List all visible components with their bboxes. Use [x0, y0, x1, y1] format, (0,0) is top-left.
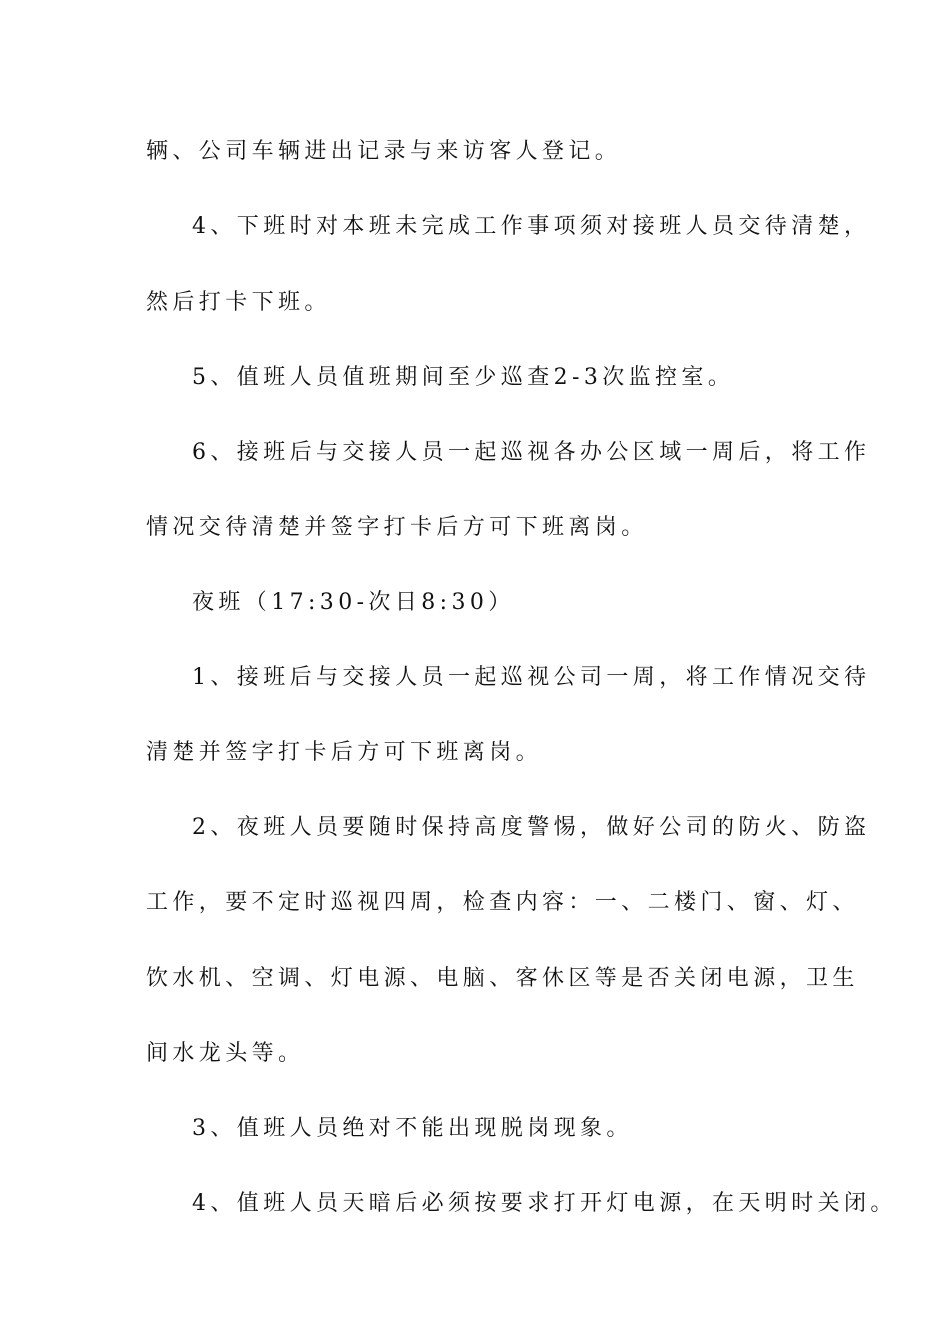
paragraph-line: 3、值班人员绝对不能出现脱岗现象。 — [192, 1116, 633, 1141]
paragraph-line: 1、接班后与交接人员一起巡视公司一周，将工作情况交待 — [192, 665, 871, 690]
paragraph-line: 6、接班后与交接人员一起巡视各办公区域一周后，将工作 — [192, 440, 871, 465]
section-heading: 夜班（17:30-次日8:30） — [192, 590, 515, 615]
paragraph-line: 4、下班时对本班未完成工作事项须对接班人员交待清楚， — [192, 214, 871, 239]
paragraph-line: 辆、公司车辆进出记录与来访客人登记。 — [146, 139, 622, 164]
paragraph-line: 间水龙头等。 — [146, 1041, 305, 1066]
paragraph-line: 清楚并签字打卡后方可下班离岗。 — [146, 740, 543, 765]
paragraph-line: 饮水机、空调、灯电源、电脑、客休区等是否关闭电源，卫生 — [146, 966, 859, 991]
paragraph-line: 工作，要不定时巡视四周，检查内容：一、二楼门、窗、灯、 — [146, 890, 859, 915]
paragraph-line: 2、夜班人员要随时保持高度警惕，做好公司的防火、防盗 — [192, 815, 871, 840]
paragraph-line: 4、值班人员天暗后必须按要求打开灯电源，在天明时关闭。 — [192, 1191, 897, 1216]
paragraph-line: 情况交待清楚并签字打卡后方可下班离岗。 — [146, 515, 648, 540]
paragraph-line: 5、值班人员值班期间至少巡查2-3次监控室。 — [192, 365, 735, 390]
paragraph-line: 然后打卡下班。 — [146, 290, 331, 315]
